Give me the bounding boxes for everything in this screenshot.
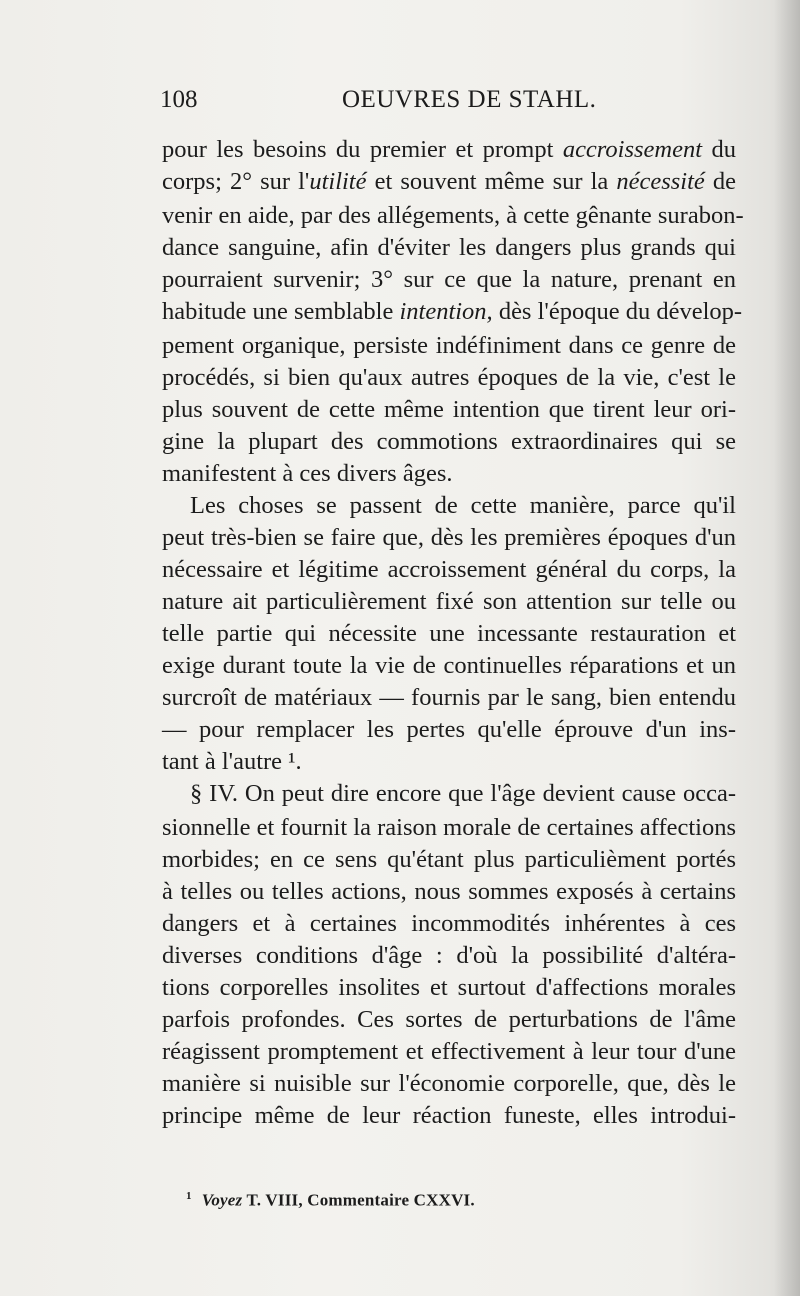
running-title: OEUVRES DE STAHL. <box>342 86 597 113</box>
text-line: pourraient survenir; 3° sur ce que la nature, prenant en <box>162 266 736 293</box>
text-line: parfois profondes. Ces sortes de perturbations de l'âme <box>162 1006 736 1033</box>
text-line: morbides; en ce sens qu'étant plus particulièment portés <box>162 846 736 873</box>
footnote-voyez: Voyez <box>201 1190 243 1210</box>
text-line: principe même de leur réaction funeste, elles introdui- <box>162 1102 736 1129</box>
text-line: § IV. On peut dire encore que l'âge devient cause occa- <box>190 780 736 807</box>
text-line: pement organique, persiste indéfiniment dans ce genre de <box>162 332 736 359</box>
text-line: réagissent promptement et effectivement à leur tour d'une <box>162 1038 736 1065</box>
text-line: manifestent à ces divers âges. <box>162 460 453 487</box>
text-line: gine la plupart des commotions extraordinaires qui se <box>162 428 736 455</box>
text-line: surcroît de matériaux — fournis par le sang, bien entendu <box>162 684 736 711</box>
text-line: tant à l'autre ¹. <box>162 748 302 775</box>
footnote-text: T. VIII, Commentaire CXXVI. <box>246 1190 475 1210</box>
text-line: nature ait particulièrement fixé son attention sur telle ou <box>162 588 736 615</box>
text-line: — pour remplacer les pertes qu'elle éprouve d'un ins- <box>162 716 736 743</box>
page-number: 108 <box>160 86 198 113</box>
text-line: manière si nuisible sur l'économie corporelle, que, dès le <box>162 1070 736 1097</box>
footnote <box>186 1190 475 1211</box>
text-line: tions corporelles insolites et surtout d'affections morales <box>162 974 736 1001</box>
text-line: Les choses se passent de cette manière, parce qu'il <box>190 492 736 519</box>
text-line: nécessaire et légitime accroissement général du corps, la <box>162 556 736 583</box>
text-line: dangers et à certaines incommodités inhérentes à ces <box>162 910 736 937</box>
text-line: habitude une semblable intention, dès l'époque du dévelop- <box>162 298 743 325</box>
text-line: à telles ou telles actions, nous sommes exposés à certains <box>162 878 736 905</box>
text-line: venir en aide, par des allégements, à cette gênante surabon- <box>162 202 744 229</box>
footnote-mark: 1 <box>186 1190 192 1202</box>
text-line: pour les besoins du premier et prompt accroissement du <box>162 136 736 163</box>
text-line: corps; 2° sur l'utilité et souvent même sur la nécessité de <box>162 168 736 195</box>
text-line: exige durant toute la vie de continuelles réparations et un <box>162 652 736 679</box>
text-line: telle partie qui nécessite une incessante restauration et <box>162 620 736 647</box>
text-line: plus souvent de cette même intention que tirent leur ori- <box>162 396 736 423</box>
text-line: procédés, si bien qu'aux autres époques de la vie, c'est le <box>162 364 736 391</box>
text-line: dance sanguine, afin d'éviter les dangers plus grands qui <box>162 234 736 261</box>
text-line: diverses conditions d'âge : d'où la possibilité d'altéra- <box>162 942 736 969</box>
text-line: peut très-bien se faire que, dès les premières époques d'un <box>162 524 736 551</box>
text-line: sionnelle et fournit la raison morale de certaines affections <box>162 814 736 841</box>
